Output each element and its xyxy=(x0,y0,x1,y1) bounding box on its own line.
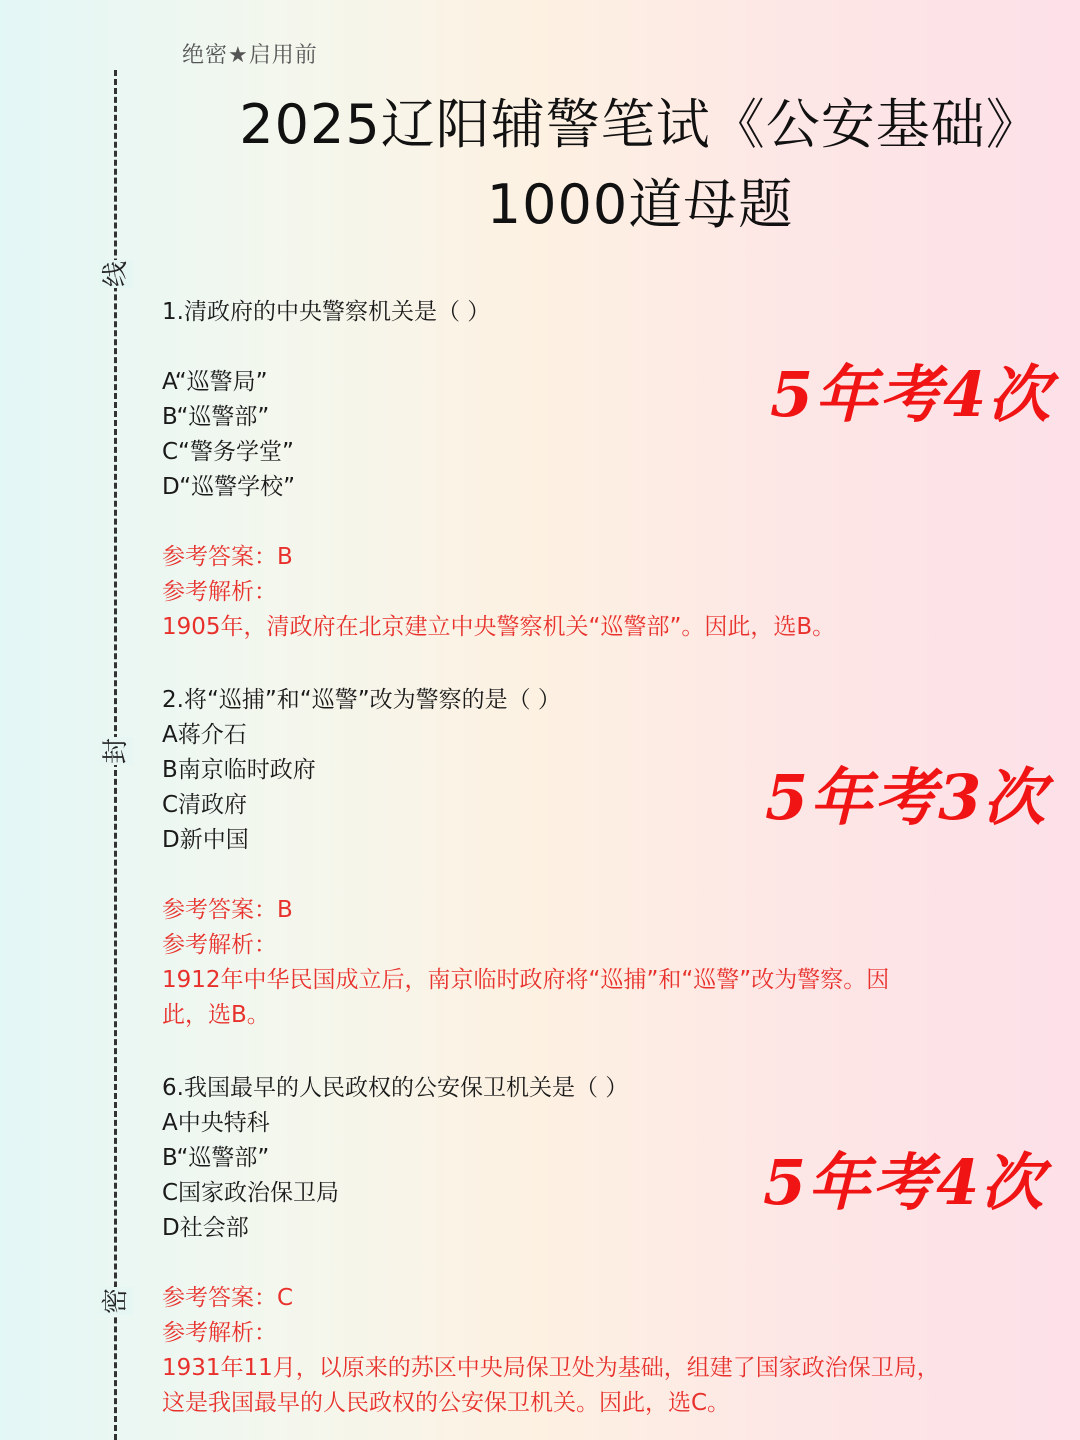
option-b: B南京临时政府 xyxy=(162,757,316,783)
option-c: C“警务学堂” xyxy=(162,439,294,465)
question-block-1 xyxy=(162,295,835,645)
option-c: C清政府 xyxy=(162,792,248,818)
option-b: B“巡警部” xyxy=(162,404,270,430)
analysis-text-cont: 这是我国最早的人民政权的公安保卫机关。因此，选C。 xyxy=(162,1390,731,1416)
binding-char-seal: 封 xyxy=(101,738,131,765)
option-a: A中央特科 xyxy=(162,1110,270,1136)
option-d: D“巡警学校” xyxy=(162,474,296,500)
option-a: A“巡警局” xyxy=(162,369,268,395)
analysis-label: 参考解析： xyxy=(162,579,277,605)
reference-answer: 参考答案：B xyxy=(162,544,293,570)
reference-answer: 参考答案：B xyxy=(162,897,293,923)
exam-frequency-badge: 5年考4次 xyxy=(763,1146,1046,1219)
option-d: D社会部 xyxy=(162,1215,249,1241)
question-block-3 xyxy=(162,1071,940,1421)
analysis-label: 参考解析： xyxy=(162,932,277,958)
exam-frequency-badge: 5年考4次 xyxy=(770,358,1053,431)
reference-answer: 参考答案：C xyxy=(162,1285,294,1311)
analysis-text: 1905年，清政府在北京建立中央警察机关“巡警部”。因此，选B。 xyxy=(162,614,836,640)
option-c: C国家政治保卫局 xyxy=(162,1180,340,1206)
binding-char-secret: 密 xyxy=(101,1288,131,1315)
question-stem: 6.我国最早的人民政权的公安保卫机关是（ ） xyxy=(162,1075,629,1101)
page-title-line2: 1000道母题 xyxy=(486,173,794,236)
option-a: A蒋介石 xyxy=(162,722,247,748)
option-d: D新中国 xyxy=(162,827,249,853)
analysis-text-cont: 此，选B。 xyxy=(162,1002,270,1028)
analysis-label: 参考解析： xyxy=(162,1320,277,1346)
analysis-text: 1931年11月，以原来的苏区中央局保卫处为基础，组建了国家政治保卫局， xyxy=(162,1355,940,1381)
binding-char-line: 线 xyxy=(101,261,131,288)
exam-frequency-badge: 5年考3次 xyxy=(765,761,1048,834)
option-b: B“巡警部” xyxy=(162,1145,270,1171)
secret-stamp: 绝密★启用前 xyxy=(182,43,318,68)
question-stem: 1.清政府的中央警察机关是（ ） xyxy=(162,299,491,325)
page-title-line1: 2025辽阳辅警笔试《公安基础》 xyxy=(239,93,1041,156)
question-stem: 2.将“巡捕”和“巡警”改为警察的是（ ） xyxy=(162,687,561,713)
analysis-text: 1912年中华民国成立后，南京临时政府将“巡捕”和“巡警”改为警察。因 xyxy=(162,967,890,993)
question-block-2 xyxy=(162,683,889,1033)
